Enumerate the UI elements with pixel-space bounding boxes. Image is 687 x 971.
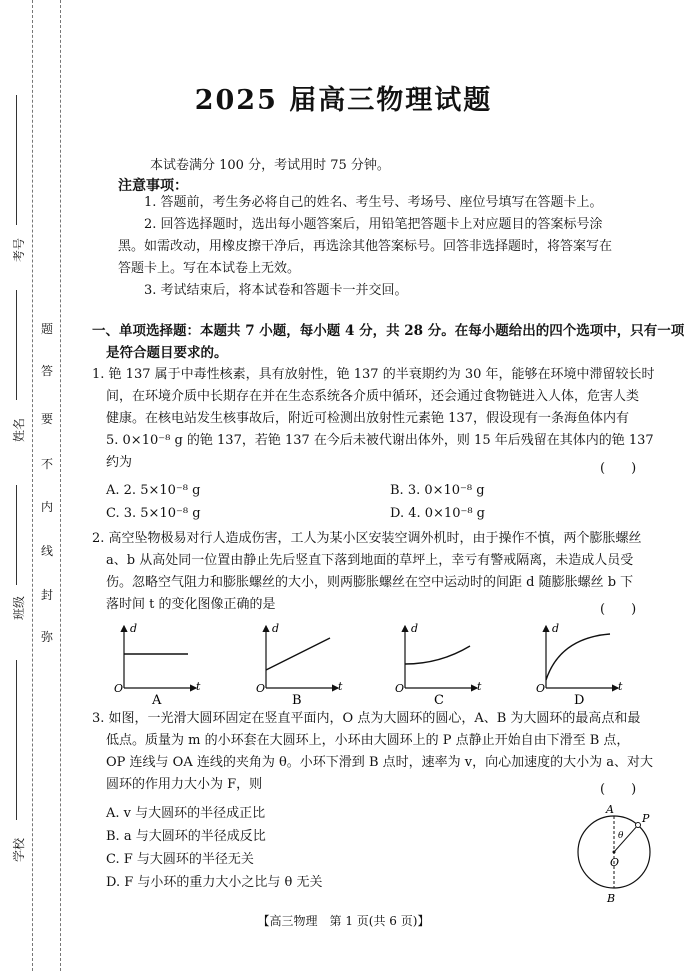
seal-char: 不	[41, 457, 54, 471]
graph-label: D	[574, 693, 585, 708]
binding-line	[32, 0, 33, 971]
graph-label: A	[152, 693, 162, 708]
graph-label: C	[434, 693, 444, 708]
graph-x-label: t	[477, 680, 482, 693]
theta-label: θ	[618, 831, 624, 841]
question-line: 约为	[106, 455, 133, 470]
question-1	[92, 364, 655, 474]
graph-y-label: d	[130, 622, 138, 635]
page-footer: 【高三物理 第 1 页(共 6 页)】	[257, 914, 430, 928]
seal-char: 要	[41, 412, 54, 426]
exam-no-label: 考号	[12, 237, 26, 262]
option-a: A. v 与大圆环的半径成正比	[106, 806, 266, 821]
seal-char: 内	[41, 500, 54, 514]
name-blank	[16, 290, 17, 400]
school-label: 学校	[12, 837, 26, 862]
question-line: 圆环的作用力大小为 F，则	[106, 777, 263, 792]
option-c: C. F 与大圆环的半径无关	[106, 852, 254, 867]
question-line: 伤。忽略空气阻力和膨胀螺丝的大小，则两膨胀螺丝在空中运动时的间距 d 随膨胀螺丝 b 下	[106, 575, 634, 590]
question-line: 健康。在核电站发生核事故后，附近可检测出放射性元素铯 137，假设现有一条海鱼体内有	[106, 411, 629, 426]
section-heading-line: 一、单项选择题：本题共 7 小题，每小题 4 分，共 28 分。在每小题给出的四个选项中，只有一项	[92, 323, 685, 339]
option-a: A. 2. 5×10⁻⁸ g	[106, 483, 201, 498]
question-line: 5. 0×10⁻⁸ g 的铯 137，若铯 137 在今后未被代谢出体外，则 15 年后残留在其体内的铯 137	[106, 433, 654, 448]
graph-d	[536, 622, 623, 708]
graph-x-label: t	[618, 680, 623, 693]
option-c: C. 3. 5×10⁻⁸ g	[106, 506, 201, 521]
graph-y-label: d	[411, 622, 419, 635]
option-d: D. F 与小环的重力大小之比与 θ 无关	[106, 875, 323, 890]
option-b: B. 3. 0×10⁻⁸ g	[390, 483, 485, 498]
answer-bracket: ( )	[600, 461, 637, 476]
graph-origin: O	[256, 682, 266, 695]
page-title: 2025 届高三物理试题	[194, 85, 493, 116]
option-d: D. 4. 0×10⁻⁸ g	[390, 506, 485, 521]
seal-char: 弥	[41, 630, 54, 644]
exam-info: 本试卷满分 100 分，考试用时 75 分钟。	[150, 158, 390, 173]
class-blank	[16, 485, 17, 585]
graph-x-label: t	[338, 680, 343, 693]
question-line: 间，在环境介质中长期存在并在生态系统各介质中循环，还会通过食物链进入人体，危害人类	[106, 389, 640, 404]
graph-b	[256, 622, 343, 708]
graph-a	[114, 622, 201, 708]
graph-label: B	[292, 693, 302, 708]
class-label: 班级	[12, 595, 26, 620]
answer-bracket: ( )	[600, 602, 637, 617]
notice-line: 2. 回答选择题时，选出每小题答案后，用铅笔把答题卡上对应题目的答案标号涂	[144, 217, 603, 232]
notice-line: 1. 答题前，考生务必将自己的姓名、考生号、考场号、座位号填写在答题卡上。	[144, 195, 603, 210]
seal-char: 题	[41, 322, 54, 336]
question-3	[92, 708, 652, 796]
notice-heading: 注意事项：	[118, 178, 188, 194]
graph-origin: O	[395, 682, 405, 695]
point-p-label: P	[642, 812, 650, 825]
point-o-label: O	[610, 856, 620, 869]
seal-char: 答	[41, 364, 54, 378]
question-line: a、b 从高处同一位置由静止先后竖直下落到地面的草坪上，幸亏有警戒隔离，未造成人员受	[106, 553, 634, 568]
point-b-label: B	[607, 892, 616, 905]
name-label: 姓名	[12, 417, 26, 442]
notice-line: 3. 考试结束后，将本试卷和答题卡一并交回。	[144, 283, 408, 298]
notice-line: 黑。如需改动，用橡皮擦干净后，再选涂其他答案标号。回答非选择题时，将答案写在	[118, 239, 613, 254]
question-2	[92, 528, 652, 616]
point-a-label: A	[606, 803, 614, 816]
graph-y-label: d	[552, 622, 560, 635]
graph-origin: O	[536, 682, 546, 695]
seal-char: 线	[41, 544, 54, 558]
question-line: 低点。质量为 m 的小环套在大圆环上，小环由大圆环上的 P 点静止开始自由下滑至 B 点，	[106, 733, 630, 748]
question-line: OP 连线与 OA 连线的夹角为 θ。小环下滑到 B 点时，速率为 v，向心加速度的大小为 a、对大	[106, 755, 653, 770]
question-line: 落时间 t 的变化图像正确的是	[106, 597, 276, 612]
graph-origin: O	[114, 682, 124, 695]
graph-options	[0, 618, 687, 708]
question-line: 3. 如图，一光滑大圆环固定在竖直平面内，O 点为大圆环的圆心，A、B 为大圆环的最高点和最	[92, 711, 641, 726]
seal-line	[60, 0, 61, 971]
answer-bracket: ( )	[600, 782, 637, 797]
notice-line: 答题卡上。写在本试卷上无效。	[118, 261, 301, 276]
graph-x-label: t	[196, 680, 201, 693]
question-line: 2. 高空坠物极易对行人造成伤害，工人为某小区安装空调外机时，由于操作不慎，两个膨胀螺丝	[92, 531, 642, 546]
section-heading-line: 是符合题目要求的。	[106, 345, 228, 361]
section-heading	[92, 320, 685, 364]
question-line: 1. 铯 137 属于中毒性核素，具有放射性，铯 137 的半衰期约为 30 年，能够在环境中滞留较长时	[92, 367, 655, 382]
seal-char: 封	[41, 588, 54, 602]
option-b: B. a 与大圆环的半径成反比	[106, 829, 266, 844]
graph-c	[395, 622, 482, 708]
graph-y-label: d	[272, 622, 280, 635]
ring-figure	[566, 798, 676, 908]
